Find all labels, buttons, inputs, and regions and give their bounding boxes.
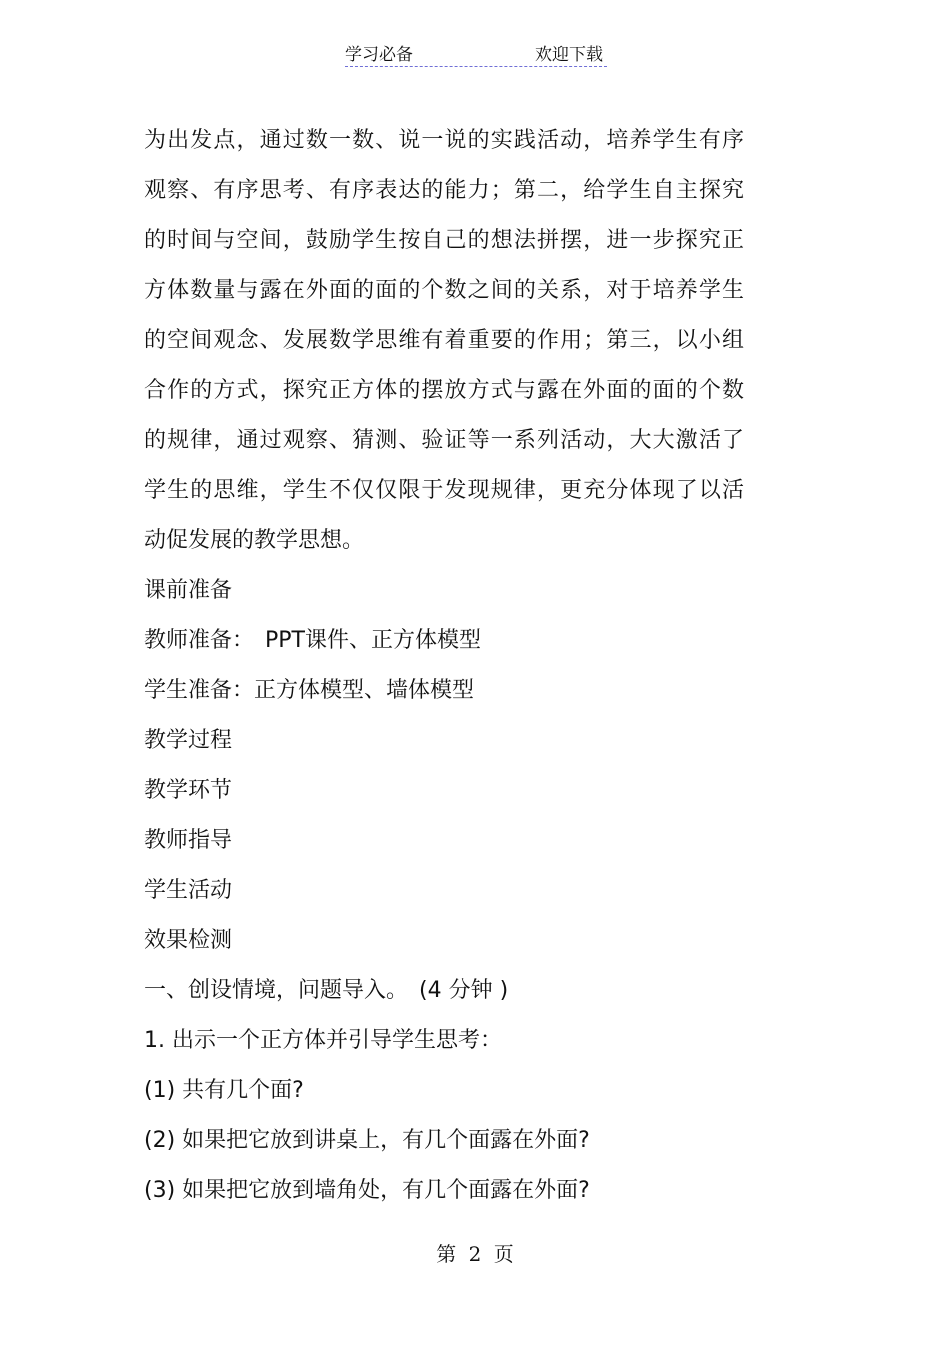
process-title: 教学过程 <box>144 728 233 753</box>
check-header: 效果检测 <box>144 928 233 953</box>
teacher-prep: 教师准备： PPT课件、正方体模型 <box>144 628 481 653</box>
paragraph-line: 的空间观念、发展数学思维有着重要的作用；第三，以小组 <box>144 328 744 353</box>
question-3: (3) 如果把它放到墙角处，有几个面露在外面? <box>144 1178 590 1203</box>
prep-title: 课前准备 <box>144 578 233 603</box>
document-body <box>144 116 744 1216</box>
paragraph-line: 合作的方式，探究正方体的摆放方式与露在外面的面的个数 <box>144 378 744 403</box>
student-header: 学生活动 <box>144 878 233 903</box>
header-right-text: 欢迎下载 <box>535 45 603 65</box>
paragraph-line: 学生的思维，学生不仅仅限于发现规律，更充分体现了以活 <box>144 478 744 503</box>
question-1: (1) 共有几个面? <box>144 1078 304 1103</box>
paragraph-line: 为出发点，通过数一数、说一说的实践活动，培养学生有序 <box>144 128 744 153</box>
paragraph-line: 的规律，通过观察、猜测、验证等一系列活动，大大激活了 <box>144 428 744 453</box>
page-header <box>345 40 607 67</box>
part-one-heading: 一、创设情境，问题导入。 (4 分钟 ) <box>144 978 509 1003</box>
item-1: 1. 出示一个正方体并引导学生思考： <box>144 1028 502 1053</box>
paragraph-line: 观察、有序思考、有序表达的能力；第二，给学生自主探究 <box>144 178 744 203</box>
page-number: 第 2 页 <box>436 1242 514 1266</box>
paragraph-line: 的时间与空间，鼓励学生按自己的想法拼摆，进一步探究正 <box>144 228 744 253</box>
paragraph-line: 方体数量与露在外面的面的个数之间的关系，对于培养学生 <box>144 278 744 303</box>
header-left-text: 学习必备 <box>345 45 413 65</box>
question-2: (2) 如果把它放到讲桌上，有几个面露在外面? <box>144 1128 590 1153</box>
paragraph-line: 动促发展的教学思想。 <box>144 528 365 553</box>
teacher-header: 教师指导 <box>144 828 233 853</box>
student-prep: 学生准备：正方体模型、墙体模型 <box>144 678 475 703</box>
step-header: 教学环节 <box>144 778 233 803</box>
